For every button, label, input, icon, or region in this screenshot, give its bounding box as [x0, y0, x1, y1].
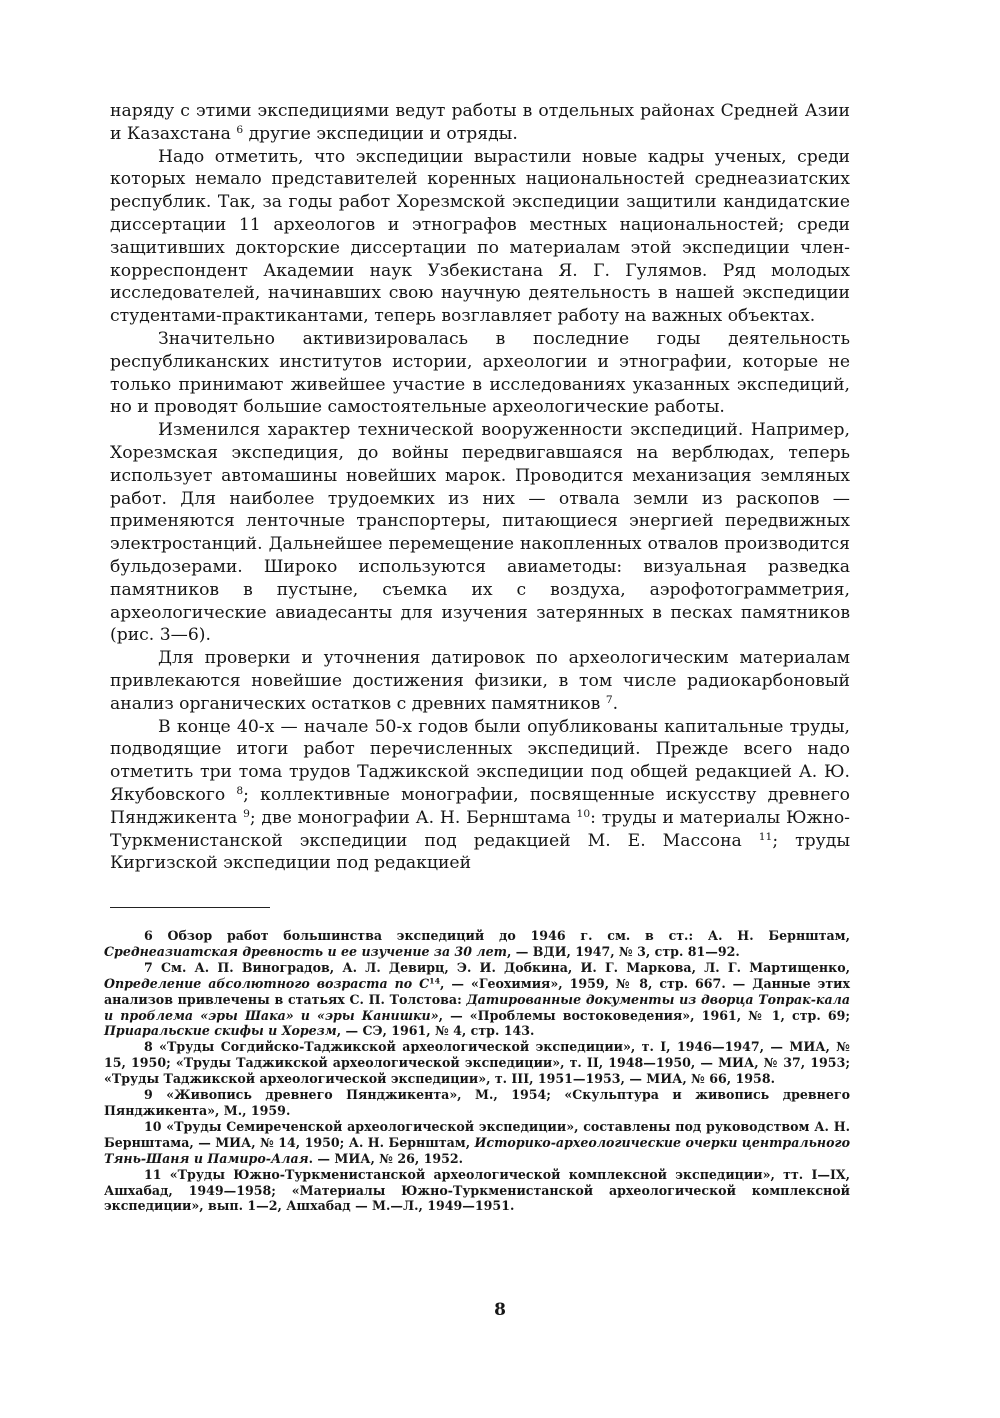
- text-run: 6 Обзор работ большинства экспедиций до 1946 г. см. в ст.: А. Н. Бернштам,: [144, 928, 850, 943]
- footnote-separator: [110, 907, 270, 908]
- footnote: [104, 960, 850, 1040]
- text-run: другие экспедиции и отряды.: [243, 123, 518, 144]
- text-run: 8 «Труды Согдийско-Таджикской археологической экспедиции», т. I, 1946—1947, — МИА, № 15, 1950; «Труды Таджикской археологической экспедиции», т. II, 1948—1950, — МИА, № 37, 1953; «Труды Таджикской археологической экспедиции», т. III, 1951—1953, — МИА, № 66, 1958.: [104, 1039, 850, 1087]
- paragraph: [110, 647, 850, 715]
- text-run: 10 «Труды Семиреченской археологической экспедиции», составлены под руководством А. Н. Бернштама, — МИА, № 14, 1950; А. Н. Бернштам,: [104, 1118, 850, 1150]
- footnote: [104, 1039, 850, 1087]
- text-run: ; две монографии А. Н. Бернштама: [249, 807, 577, 828]
- footnotes: [104, 928, 850, 1214]
- paragraph: [110, 100, 850, 146]
- italic-title: Историко-археологические очерки центрального Тянь-Шаня и Памиро-Алая: [104, 1134, 850, 1166]
- text-run: .: [612, 693, 619, 714]
- footnote-ref: 9: [243, 806, 250, 820]
- footnote-ref: 11: [758, 829, 773, 843]
- italic-title: Определение абсолютного возраста по С: [104, 975, 430, 991]
- footnote: [104, 1119, 850, 1167]
- text-run: 11 «Труды Южно-Туркменистанской археологической комплексной экспедиции», тт. I—IX, Ашхабад, 1949—1958; «Материалы Южно-Туркменистанской археологической комплексной экспедиции», вып. 1—2, Ашхабад — М.—Л., 1949—1951.: [104, 1166, 850, 1214]
- text-run: ; коллективные монографии, посвященные искусству древнего Пянджикента: [110, 784, 850, 828]
- text-run: . — МИА, № 26, 1952.: [308, 1150, 464, 1166]
- text-run: , — СЭ, 1961, № 4, стр. 143.: [336, 1023, 535, 1039]
- paragraph: [110, 146, 850, 328]
- footnote-ref: 14: [429, 976, 441, 986]
- paragraph: [110, 328, 850, 419]
- text-run: В конце 40-х — начале 50-х годов были опубликованы капитальные труды, подводящие итоги работ перечисленных экспедиций. Прежде всего надо отметить три тома трудов Таджикской экспедиции под общей редакцией А. Ю. Якубовского: [110, 716, 850, 805]
- paragraph: [110, 716, 850, 876]
- text-run: Значительно активизировалась в последние годы деятельность республиканских институтов истории, археологии и этнографии, которые не только принимают живейшее участие в исследованиях указанных экспедиций, но и проводят большие самостоятельные археологические работы.: [110, 328, 850, 418]
- footnote: [104, 928, 850, 960]
- footnote-ref: 8: [236, 784, 244, 798]
- text-run: наряду с этими экспедициями ведут работы в отдельных районах Средней Азии и Казахстана: [110, 101, 850, 144]
- italic-title: Среднеазиатская древность и ее изучение за 30 лет: [104, 943, 507, 959]
- text-run: Надо отметить, что экспедиции вырастили новые кадры ученых, среди которых немало представителей коренных национальностей среднеазиатских республик. Так, за годы работ Хорезмской экспедиции защитили кандидатские диссертации 11 археологов и этнографов местных национальностей; среди защитивших докторские диссертации по материалам этой экспедиции член-корреспондент Академии наук Узбекистана Я. Г. Гулямов. Ряд молодых исследователей, начинавших свою научную деятельность в нашей экспедиции студентами-практикантами, теперь возглавляет работу на важных объектах.: [110, 146, 850, 327]
- italic-title: Датированные документы из дворца Топрак-кала и проблема «эры Шака» и «эры Канишки»: [104, 991, 850, 1023]
- text-run: 9 «Живопись древнего Пянджикента», М., 1954; «Скульптура и живопись древнего Пянджикента», М., 1959.: [104, 1087, 850, 1118]
- page-number: 8: [494, 1300, 506, 1320]
- text-run: : труды и материалы Южно-Туркменистанской экспедиции под редакцией М. Е. Массона: [110, 807, 850, 851]
- footnote-ref: 10: [576, 806, 591, 820]
- text-run: , — «Геохимия», 1959, № 8, стр. 667. — Данные этих анализов привлечены в статьях С. П. Толстова:: [104, 975, 850, 1007]
- italic-title: Приаральские скифы и Хорезм: [104, 1023, 337, 1039]
- text-run: Изменился характер технической вооруженности экспедиций. Например, Хорезмская экспедиция, до войны передвигавшаяся на верблюдах, теперь использует автомашины новейших марок. Проводится механизация земляных работ. Для наиболее трудоемких из них — отвала земли из раскопов — применяются ленточные транспортеры, питающиеся энергией передвижных электростанций. Дальнейшее перемещение накопленных отвалов производится бульдозерами. Широко используются авиаметоды: визуальная разведка памятников в пустыне, съемка их с воздуха, аэрофотограмметрия, археологические авиадесанты для изучения затерянных в песках памятников (рис. 3—6).: [110, 420, 850, 646]
- footnote: [104, 1087, 850, 1119]
- text-run: , — «Проблемы востоковедения», 1961, № 1, стр. 69;: [438, 1007, 850, 1023]
- text-run: 7 См. А. П. Виноградов, А. Л. Девирц, Э. И. Добкина, И. Г. Маркова, Л. Г. Мартищенко,: [144, 959, 850, 975]
- main-text: [110, 100, 850, 875]
- text-run: , — ВДИ, 1947, № 3, стр. 81—92.: [506, 943, 740, 959]
- paragraph: [110, 419, 850, 647]
- text-run: ; труды Киргизской экспедиции под редакцией: [110, 830, 851, 874]
- text-run: Для проверки и уточнения датировок по археологическим материалам привлекаются новейшие достижения физики, в том числе радиокарбоновый анализ органических остатков с древних памятников: [110, 648, 850, 714]
- footnote-ref: 7: [605, 692, 613, 706]
- footnote: [104, 1167, 850, 1215]
- footnote-ref: 6: [236, 122, 244, 136]
